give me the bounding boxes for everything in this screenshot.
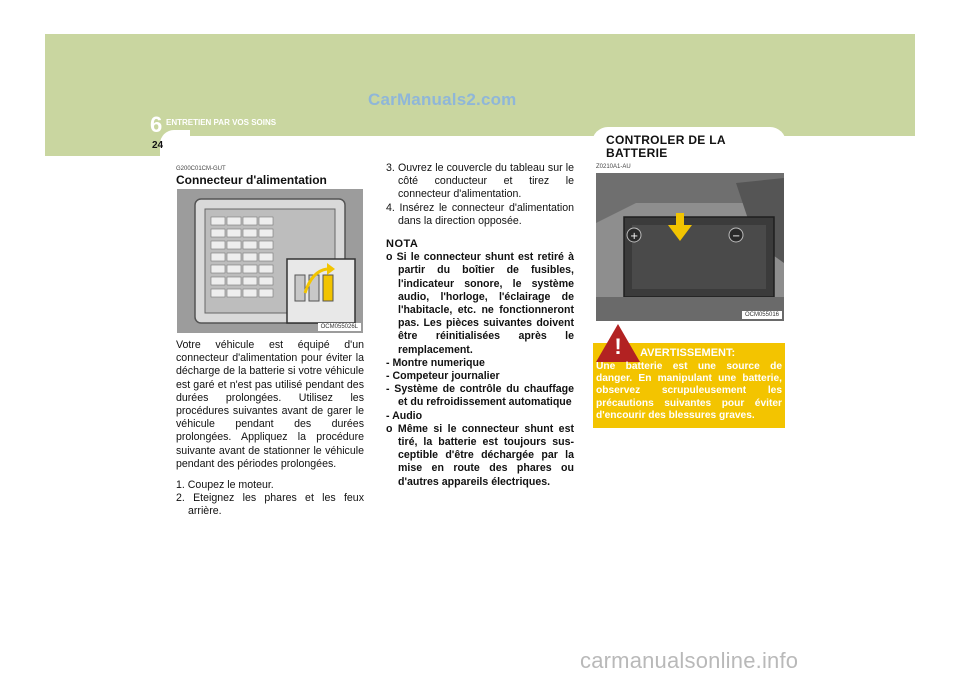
left-code: G200C01CM-GUT <box>176 166 226 172</box>
nota-item-6: o Même si le connecteur shunt est tiré, la batterie est toujours sus-ceptible d'être déchargée par la mise en route des phares ou d'autres appareils électriques. <box>386 422 574 488</box>
middle-step-4: 4. Insérez le connecteur d'alimentation dans la direction opposée. <box>386 201 574 227</box>
warning-title: AVERTISSEMENT: <box>640 347 736 359</box>
left-body <box>176 339 364 519</box>
middle-body <box>386 162 574 489</box>
left-heading: Connecteur d'alimentation <box>176 173 327 187</box>
nota-title: NOTA <box>386 238 419 251</box>
fuse-box-illustration <box>177 189 363 333</box>
right-code: Z0210A1-AU <box>596 164 631 170</box>
left-step-2: 2. Eteignez les phares et les feux arrière. <box>176 492 364 518</box>
left-figure-label: OCM055026L <box>318 323 361 331</box>
watermark-bottom[interactable]: carmanualsonline.info <box>580 648 799 673</box>
page-tab-notch <box>160 130 190 156</box>
nota-item-1: o Si le connecteur shunt est retiré à partir du boîtier de fusibles, l'indicateur sonore, le système audio, l'horloge, l'éclairage de l'habitacle, etc. ne fonctionneront pas. Les pièces suivantes doivent être réinitialisées après le remplacement. <box>386 251 574 356</box>
battery-illustration <box>596 173 784 321</box>
fuse-box-photo <box>177 189 363 333</box>
nota-item-4: - Système de contrôle du chauffage et du refroidissement automatique <box>386 383 574 409</box>
nota-item-2: - Montre numerique <box>386 356 485 369</box>
exclamation-icon: ! <box>614 334 622 359</box>
svg-text:−: − <box>732 231 741 242</box>
nota-item-5: - Audio <box>386 409 423 422</box>
left-paragraph: Votre véhicule est équipé d'un connecteur d'alimentation pour éviter la décharge de la batterie si votre véhicule est garé et n'est pas utilisé pendant des durées prolongées. Utilisez les procédures suivantes avant de garer le véhicule pendant des durées prolongées. Appliquez la procédure suivante avant de stationner le véhicule pendant des périodes prolongées. <box>176 339 364 470</box>
page-number: 24 <box>152 140 164 151</box>
nota-item-3: - Competeur journalier <box>386 370 500 383</box>
middle-step-3: 3. Ouvrez le couvercle du tableau sur le côté conducteur et tirez le connecteur d'alimentation. <box>386 162 574 201</box>
left-step-1: 1. Coupez le moteur. <box>176 479 274 492</box>
battery-photo <box>596 173 784 321</box>
right-figure-label: OCM055016 <box>742 311 782 319</box>
svg-text:+: + <box>630 231 639 242</box>
chapter-number: 6 <box>150 112 163 137</box>
chapter-title: ENTRETIEN PAR VOS SOINS <box>166 118 277 127</box>
section-title: CONTROLER DE LA BATTERIE <box>606 133 726 160</box>
watermark-top[interactable]: CarManuals2.com <box>368 90 517 109</box>
warning-text: Une batterie est une source de danger. En manipulant une batterie, observez scrupuleusement les précautions suivantes pour éviter d'encourir des blessures graves. <box>596 361 782 421</box>
